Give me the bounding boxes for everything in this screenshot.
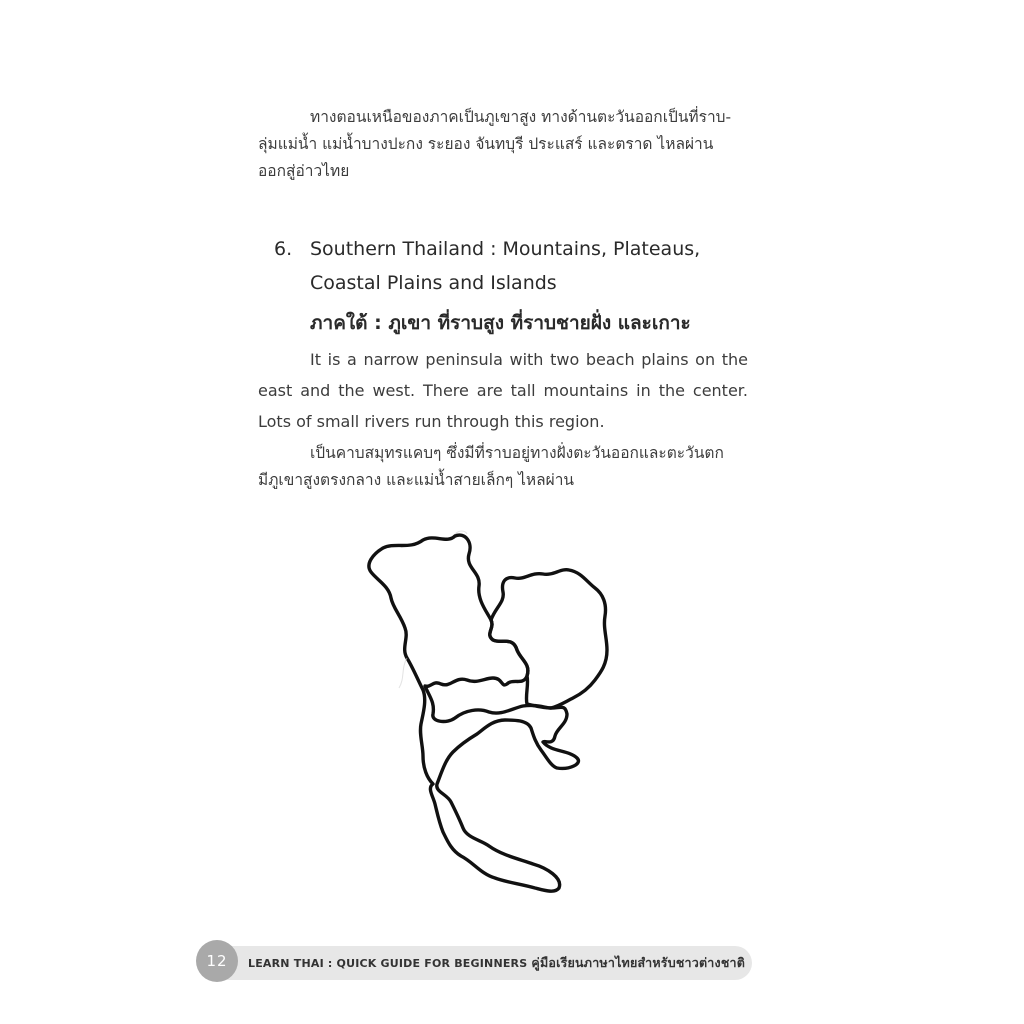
section-title-thai: ภาคใต้ : ภูเขา ที่ราบสูง ที่ราบชายฝั่ง และเกาะ xyxy=(310,312,691,334)
page-footer xyxy=(196,940,756,982)
section-number: 6. xyxy=(274,238,293,260)
intro-thai-paragraph xyxy=(258,104,748,185)
section-title-line-1: Southern Thailand : Mountains, Plateaus, xyxy=(310,238,701,260)
page-number-badge: 12 xyxy=(196,940,238,982)
intro-thai-line-1: ทางตอนเหนือของภาคเป็นภูเขาสูง ทางด้านตะวันออกเป็นที่ราบ- xyxy=(310,108,732,126)
thailand-outline-map xyxy=(355,528,615,903)
section-title-line-2: Coastal Plains and Islands xyxy=(310,272,557,294)
body-thai-line-1: เป็นคาบสมุทรแคบๆ ซึ่งมีที่ราบอยู่ทางฝั่งตะวันออกและตะวันตก xyxy=(310,444,724,462)
footer-title-english: LEARN THAI : QUICK GUIDE FOR BEGINNERS xyxy=(248,957,528,970)
body-thai-line-2: มีภูเขาสูงตรงกลาง และแม่น้ำสายเล็กๆ ไหลผ่าน xyxy=(258,471,574,489)
body-english-paragraph: It is a narrow peninsula with two beach plains on the east and the west. There are tall mountains in the center. Lots of small rivers run through this region. xyxy=(258,350,748,431)
map-faint-guide xyxy=(399,658,407,688)
section-heading xyxy=(274,232,754,300)
body-thai-paragraph xyxy=(258,440,748,494)
intro-thai-line-2: ลุ่มแม่น้ำ แม่น้ำบางปะกง ระยอง จันทบุรี ประแสร์ และตราด ไหลผ่าน xyxy=(258,135,714,153)
footer-title-thai: คู่มือเรียนภาษาไทยสำหรับชาวต่างชาติ xyxy=(531,955,746,970)
map-northeast xyxy=(490,570,607,708)
intro-thai-line-3: ออกสู่อ่าวไทย xyxy=(258,162,350,180)
map-north-central-south xyxy=(369,535,579,891)
footer-book-title xyxy=(248,953,745,973)
